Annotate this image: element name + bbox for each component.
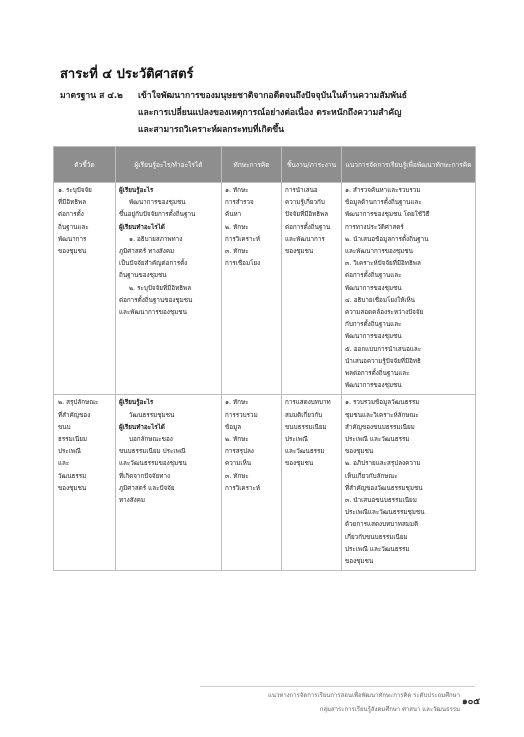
cell-line: สำคัญของขนบธรรมเนียม	[345, 423, 415, 431]
cell-line: การทางประวัติศาสตร์	[345, 223, 404, 231]
cell-line: และพัฒนาการของชุมชน	[345, 248, 413, 256]
work-cell	[282, 183, 342, 395]
cell-line: ถิ่นฐานและ	[58, 223, 89, 231]
header-learning: ผู้เรียนรู้อะไร/ทำอะไรได้	[116, 147, 222, 183]
cell-line: การสำรวจ	[225, 199, 254, 207]
approach-cell	[342, 183, 476, 395]
cell-subheading: ผู้เรียนทำอะไรได้	[119, 423, 165, 431]
cell-line: ข้อมูล	[225, 423, 242, 431]
cell-line: การวิเคราะห์	[225, 484, 261, 492]
cell-line: ๒. ทักษะ	[225, 223, 249, 231]
standard-code: มาตรฐาน ส ๔.๒	[60, 91, 123, 101]
cell-line: ๒. ระบุปัจจัยที่มีอิทธิพล	[129, 284, 192, 292]
cell-line: ของชุมชน	[58, 248, 87, 256]
cell-line: ๒. นำเสนอข้อมูลการตั้งถิ่นฐาน	[345, 235, 429, 243]
indicator-cell	[54, 395, 116, 571]
cell-subheading: ผู้เรียนรู้อะไร	[119, 187, 154, 194]
cell-line: ๓. ทักษะ	[225, 248, 249, 256]
standard-line: เข้าใจพัฒนาการของมนุษยชาติจากอดีตจนถึงปัจจุบันในด้านความสัมพันธ์	[138, 91, 408, 101]
cell-line: ความเห็น	[225, 460, 252, 468]
cell-line: เป็นปัจจัยสำคัญต่อการตั้ง	[119, 260, 188, 268]
work-cell	[282, 395, 342, 571]
cell-line: ประเพณี และวัฒนธรรม	[345, 545, 410, 553]
cell-line: พัฒนาการของชุมชน	[345, 333, 402, 341]
cell-line: ที่เกิดจากปัจจัยทาง	[119, 472, 171, 480]
cell-line: และวัฒนธรรม	[285, 448, 325, 456]
cell-line: ขนบ	[58, 423, 71, 431]
cell-line: สมมติเกี่ยวกับ	[285, 411, 323, 419]
header-approach: แนวการจัดการเรียนรู้เพื่อพัฒนาทักษะการคิด	[342, 147, 476, 183]
cell-line: ประเพณี	[58, 448, 81, 456]
cell-line: ของชุมชน	[58, 484, 87, 492]
cell-line: ของชุมชน	[345, 558, 374, 566]
cell-line: ของชุมชน	[345, 448, 374, 456]
cell-line: ค้นหา	[225, 211, 242, 219]
cell-line: ภูมิศาสตร์ ทางสังคม	[119, 248, 175, 256]
curriculum-table	[53, 146, 476, 571]
cell-line: ประเพณี และวัฒนธรรม	[345, 436, 410, 444]
cell-line: ๒. สรุปลักษณะ	[58, 399, 99, 407]
cell-line: พัฒนาการของชุมชน	[345, 284, 402, 292]
cell-line: ของชุมชน	[285, 248, 314, 256]
cell-line: ชุมชนและวิเคราะห์ลักษณะ	[345, 411, 419, 419]
cell-line: ประเพณี	[285, 436, 308, 444]
cell-subheading: ผู้เรียนทำอะไรได้	[119, 223, 165, 231]
table-header-row	[54, 147, 476, 183]
table-row	[54, 395, 476, 571]
page-heading: สาระที่ ๔ ประวัติศาสตร์	[60, 67, 194, 82]
cell-line: เกี่ยวกับขนบธรรมเนียม	[345, 533, 408, 541]
standard-block	[60, 88, 480, 139]
cell-line: ต่อการตั้งถิ่นฐาน	[285, 223, 331, 231]
cell-line: ๔. อธิบายเชื่อมโยงให้เห็น	[345, 296, 415, 304]
cell-line: ขนบธรรมเนียม ประเพณี	[119, 448, 186, 456]
cell-line: พัฒนาการของชุมชน	[129, 199, 186, 207]
cell-line: ถิ่นฐานของชุมชน	[119, 272, 167, 280]
cell-line: การแสดงบทบาท	[285, 399, 331, 407]
cell-line: และพัฒนาการ	[285, 235, 325, 243]
learning-cell	[116, 395, 222, 571]
table-row	[54, 183, 476, 395]
cell-line: การรวบรวม	[225, 411, 258, 419]
cell-line: ธรรมเนียม	[58, 436, 88, 444]
cell-line: ๒. อภิปรายและสรุปลงความ	[345, 460, 421, 468]
cell-line: ทางสังคม	[119, 497, 146, 505]
cell-line: ๑. รวบรวมข้อมูลวัฒนธรรม	[345, 399, 420, 407]
cell-line: ๒. ทักษะ	[225, 436, 249, 444]
indicator-cell	[54, 183, 116, 395]
cell-line: ประเพณีและวัฒนธรรมชุมชน	[345, 509, 425, 517]
cell-line: การนำเสนอ	[285, 187, 318, 194]
cell-line: พัฒนาการของชุมชน โดยใช้วิธี	[345, 211, 430, 219]
cell-line: เห็นเกี่ยวกับลักษณะ	[345, 472, 398, 480]
skills-cell	[222, 395, 282, 571]
cell-line: ปัจจัยที่มีอิทธิพล	[285, 211, 329, 219]
cell-line: ๑. ระบุปัจจัย	[58, 187, 92, 194]
header-thinking-skills: ทักษะการคิด	[222, 147, 282, 183]
cell-line: พลต่อการตั้งถิ่นฐานและ	[345, 370, 410, 378]
cell-line: ความรู้เกี่ยวกับ	[285, 199, 325, 207]
cell-line: และพัฒนาการของชุมชน	[119, 309, 187, 317]
cell-line: ขนบธรรมเนียม	[285, 423, 327, 431]
cell-line: ความสอดคล้องระหว่างปัจจัย	[345, 309, 424, 317]
cell-line: ๑. ทักษะ	[225, 187, 249, 194]
cell-line: ๑. ทักษะ	[225, 399, 249, 407]
cell-line: ภูมิศาสตร์ และปัจจัย	[119, 484, 175, 492]
approach-cell	[342, 395, 476, 571]
cell-line: กับการตั้งถิ่นฐานและ	[345, 321, 402, 329]
standard-line: และสามารถวิเคราะห์ผลกระทบที่เกิดขึ้น	[138, 125, 285, 135]
cell-line: ๓. นำเสนอขนบธรรมเนียม	[345, 497, 417, 505]
footer-rule	[200, 686, 475, 687]
cell-line: ต่อการตั้ง	[58, 211, 84, 219]
standard-line: และการเปลี่ยนแปลงของเหตุการณ์อย่างต่อเนื่อง ตระหนักถึงความสำคัญ	[138, 108, 402, 118]
skills-cell	[222, 183, 282, 395]
footer-subtitle: กลุ่มสาระการเรียนรู้สังคมศึกษา ศาสนา และวัฒนธรรม	[319, 706, 460, 713]
cell-line: ๓. วิเคราะห์ปัจจัยที่มีอิทธิพล	[345, 260, 421, 268]
cell-line: พัฒนาการ	[58, 235, 87, 243]
cell-line: บอกลักษณะของ	[129, 436, 173, 444]
cell-line: ที่สำคัญของ	[58, 411, 91, 419]
cell-line: ต่อการตั้งถิ่นฐานของชุมชน	[119, 296, 193, 304]
cell-line: ๓. ทักษะ	[225, 472, 249, 480]
cell-line: ด้วยการแสดงบทบาทสมมติ	[345, 521, 419, 529]
cell-line: ของชุมชน	[285, 460, 314, 468]
header-indicator: ตัวชี้วัด	[54, 147, 116, 183]
header-work: ชิ้นงาน/ภาระงาน	[282, 147, 342, 183]
cell-line: ขึ้นอยู่กับปัจจัยการตั้งถิ่นฐาน	[119, 211, 196, 219]
cell-subheading: ผู้เรียนรู้อะไร	[119, 399, 154, 407]
cell-line: พัฒนาการของชุมชน	[345, 382, 402, 390]
cell-line: ที่สำคัญของวัฒนธรรมชุมชน	[345, 484, 423, 492]
cell-line: การวิเคราะห์	[225, 235, 261, 243]
cell-line: ๕. ออกแบบการนำเสนอและ	[345, 345, 422, 353]
cell-line: นำเสนอความรู้ปัจจัยที่มีอิทธิ	[345, 357, 421, 365]
cell-line: ข้อมูลด้านการตั้งถิ่นฐานและ	[345, 199, 422, 207]
learning-cell	[116, 183, 222, 395]
cell-line: การเชื่อมโยง	[225, 260, 261, 268]
cell-line: และวัฒนธรรมของชุมชน	[119, 460, 187, 468]
cell-line: และ	[58, 460, 70, 468]
cell-line: ๑. สำรวจค้นหาและรวบรวม	[345, 187, 421, 194]
cell-line: การสรุปลง	[225, 448, 254, 456]
page-number: ๑๐๕	[462, 697, 481, 707]
cell-line: ที่มีอิทธิพล	[58, 199, 87, 207]
cell-line: ต่อการตั้งถิ่นฐานและ	[345, 272, 402, 280]
footer-title: แนวทางการจัดการเรียนการสอนเพื่อพัฒนาทักษะการคิด ระดับประถมศึกษา	[268, 692, 460, 699]
cell-line: วัฒนธรรมชุมชน	[129, 411, 175, 419]
cell-line: วัฒนธรรม	[58, 472, 87, 480]
cell-line: ๑. อธิบายสภาพทาง	[129, 235, 183, 243]
